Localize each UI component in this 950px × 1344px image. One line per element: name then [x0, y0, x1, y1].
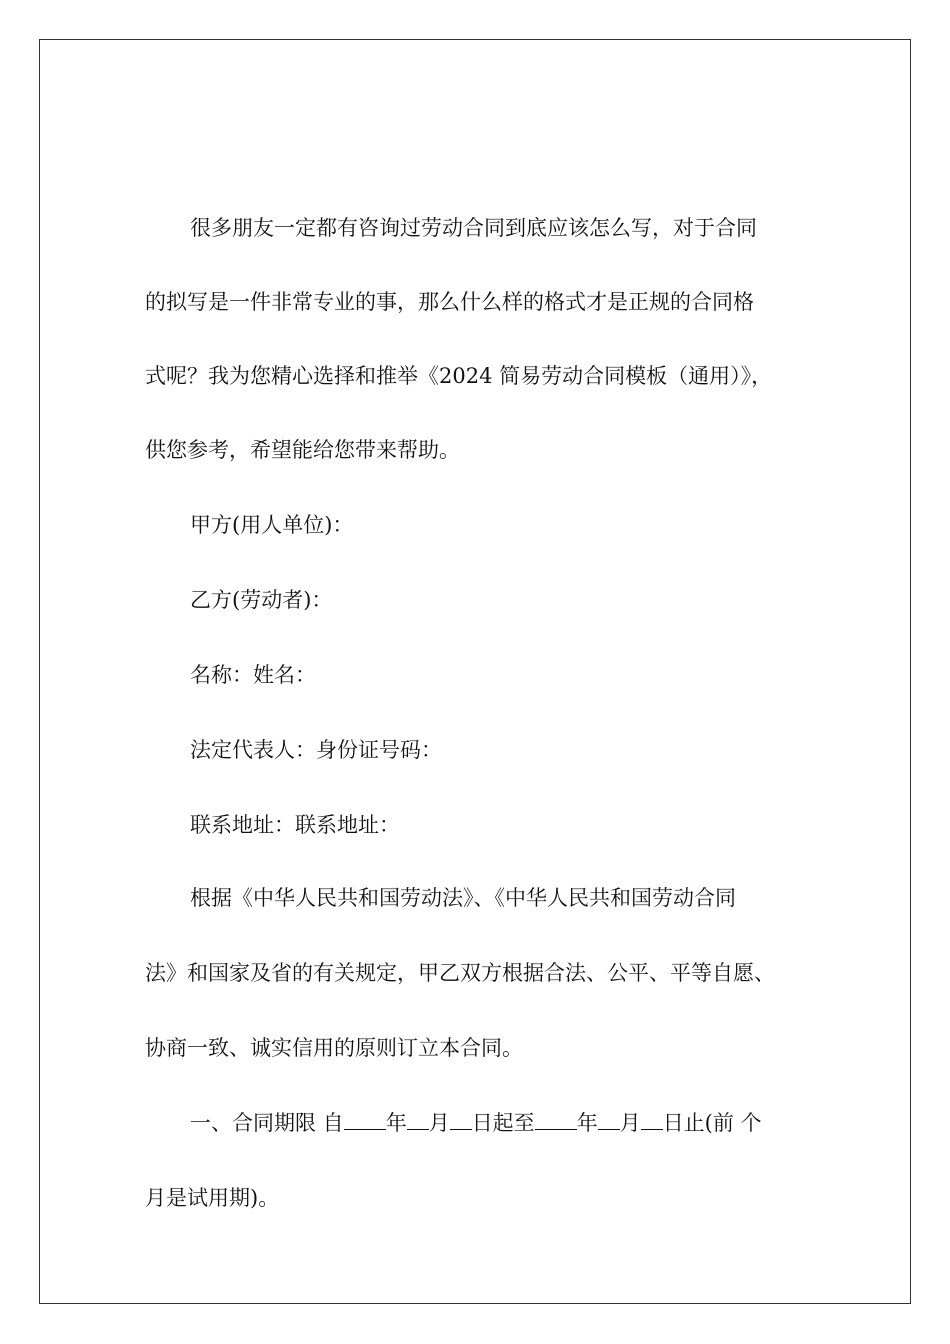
month-blank-1[interactable]	[407, 1111, 429, 1130]
day-blank-1[interactable]	[450, 1111, 472, 1130]
intro-line-2: 的拟写是一件非常专业的事，那么什么样的格式才是正规的合同格	[145, 290, 754, 314]
name-label: 名称：姓名：	[190, 663, 316, 687]
representative-label: 法定代表人：身份证号码：	[190, 738, 442, 762]
contract-term-line	[190, 1110, 762, 1136]
party-a-label: 甲方(用人单位)：	[190, 513, 354, 537]
basis-line-2: 法》和国家及省的有关规定，甲乙双方根据合法、公平、平等自愿、	[145, 961, 775, 985]
intro-line-1: 很多朋友一定都有咨询过劳动合同到底应该怎么写，对于合同	[190, 216, 757, 240]
term-year-2: 年	[576, 1111, 598, 1135]
basis-line-3: 协商一致、诚实信用的原则订立本合同。	[145, 1036, 523, 1060]
term-prefix: 一、合同期限 自	[190, 1111, 344, 1135]
party-b-label: 乙方(劳动者)：	[190, 588, 333, 612]
year-blank-2[interactable]	[535, 1111, 577, 1130]
basis-line-1: 根据《中华人民共和国劳动法》、《中华人民共和国劳动合同	[190, 886, 736, 910]
address-label: 联系地址：联系地址：	[190, 813, 400, 837]
intro-line-3: 式呢？我为您精心选择和推举《2024 简易劳动合同模板（通用）》，	[145, 364, 773, 388]
term-month-2: 月	[619, 1111, 641, 1135]
year-blank-1[interactable]	[344, 1111, 386, 1130]
contract-term-line-2: 月是试用期)。	[145, 1186, 280, 1210]
day-blank-2[interactable]	[641, 1111, 663, 1130]
month-blank-2[interactable]	[598, 1111, 620, 1130]
term-year-1: 年	[385, 1111, 407, 1135]
term-month-1: 月	[428, 1111, 450, 1135]
intro-line-4: 供您参考，希望能给您带来帮助。	[145, 438, 460, 462]
term-day-1: 日起至	[471, 1111, 535, 1135]
term-day-2: 日止(前 个	[662, 1111, 762, 1135]
